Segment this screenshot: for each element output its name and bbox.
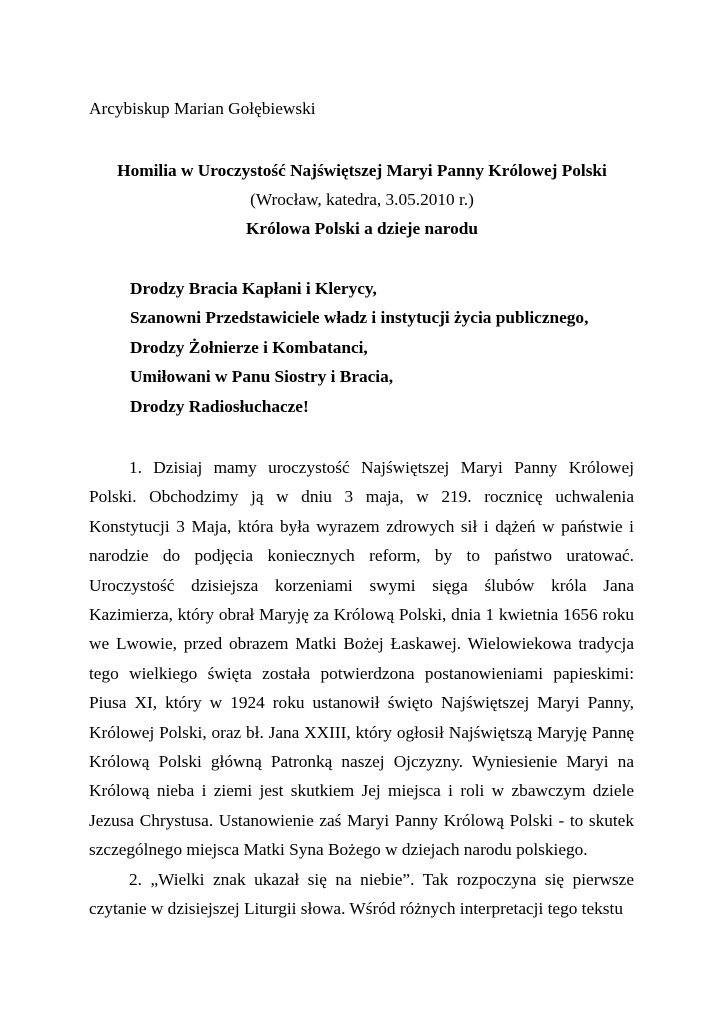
greeting-line: Szanowni Przedstawiciele władz i instytucji życia publicznego, [130,308,589,328]
paragraph: 2. „Wielki znak ukazał się na niebie”. Tak rozpoczyna się pierwsze czytanie w dzisiejszej Liturgii słowa. Wśród różnych interpretacji tego tekstu [89,869,634,919]
greeting-line: Drodzy Radiosłuchacze! [130,396,309,416]
author-line: Arcybiskup Marian Gołębiewski [89,99,316,118]
homily-title: Homilia w Uroczystość Najświętszej Maryi Panny Królowej Polski [117,161,607,180]
greeting-line: Drodzy Żołnierze i Kombatanci, [130,337,368,357]
greeting-line: Umiłowani w Panu Siostry i Bracia, [130,367,394,387]
greetings-list [130,278,588,425]
homily-place-date: (Wrocław, katedra, 3.05.2010 r.) [250,190,474,209]
homily-subject: Królowa Polski a dzieje narodu [245,219,479,238]
paragraph: 1. Dzisiaj mamy uroczystość Najświętszej Maryi Panny Królowej Polski. Obchodzimy ją w dniu 3 maja, w 219. rocznicę uchwalenia Konstytucji 3 Maja, która była wyrazem zdrowych sił i dążeń w państwie i narodzie do podjęcia koniecznych reform, by to państwo uratować. Uroczystość dzisiejsza korzeniami swymi sięga ślubów króla Jana Kazimierza, który obrał Maryję za Królową Polski, dnia 1 kwietnia 1656 roku we Lwowie, przed obrazem Matki Bożej Łaskawej. Wielowiekowa tradycja tego wielkiego święta została potwierdzona postanowieniami papieskimi: Piusa XI, który w 1924 roku ustanowił święto Najświętszej Maryi Panny, Królowej Polski, oraz bł. Jana XXIII, który ogłosił Najświętszą Maryję Pannę Królową Polski główną Patronką naszej Ojczyzny. Wyniesienie Maryi na Królową nieba i ziemi jest skutkiem Jej miejsca i roli w zbawczym dziele Jezusa Chrystusa. Ustanowienie zaś Maryi Panny Królową Polski - to skutek szczególnego miejsca Matki Syna Bożego w dziejach narodu polskiego. [89,458,634,860]
homily-body [89,453,634,923]
greeting-line: Drodzy Bracia Kapłani i Klerycy, [130,279,377,298]
